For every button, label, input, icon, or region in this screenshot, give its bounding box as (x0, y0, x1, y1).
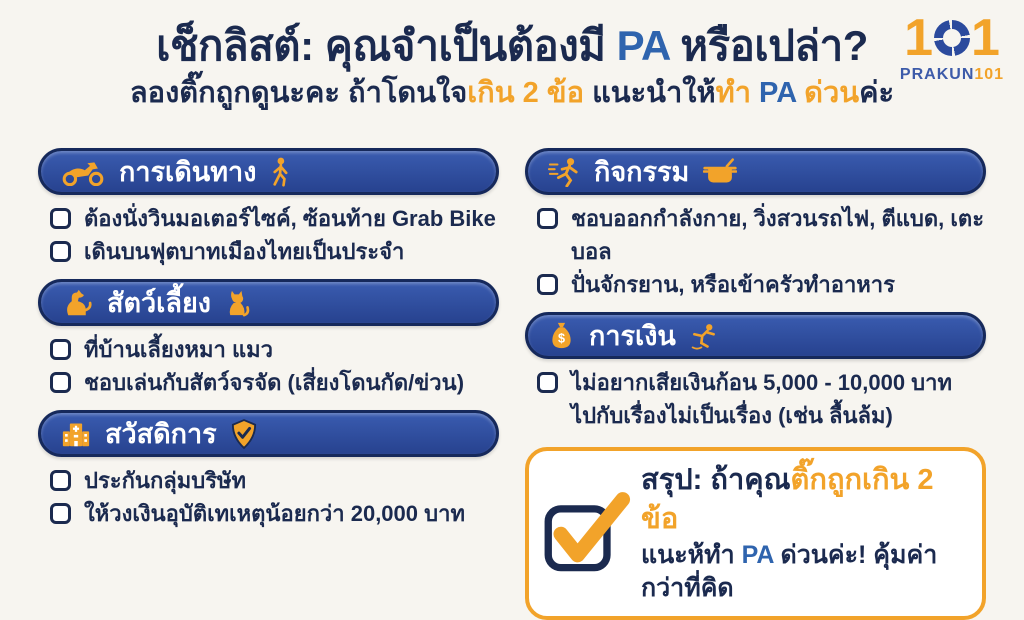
money-bag-icon (548, 321, 575, 350)
walking-person-icon (270, 157, 290, 187)
item-label: ปั่นจักรยาน, หรือเข้าครัวทำอาหาร (571, 272, 895, 297)
section-title: การเดินทาง (119, 157, 257, 187)
checkbox[interactable] (50, 503, 71, 524)
section-title: สวัสดิการ (105, 419, 217, 449)
text-segment: แนะห้ทำ (641, 541, 742, 570)
page-title (0, 0, 1024, 73)
item-label-continuation: ไปกับเรื่องไม่เป็นเรื่อง (เช่น ลื้นล้ม) (571, 403, 893, 428)
checkbox[interactable] (537, 274, 558, 295)
cooking-pot-icon (703, 157, 737, 186)
section-header-pets (38, 279, 499, 326)
text-segment: ทำ (715, 76, 751, 109)
svg-text:$: $ (557, 331, 566, 346)
checkbox[interactable] (537, 208, 558, 229)
text-segment: แนะนำให้ (584, 76, 716, 109)
item-label: ไม่อยากเสียเงินก้อน 5,000 - 10,000 บาท (571, 370, 952, 395)
text-segment: เกิน 2 ข้อ (467, 76, 585, 109)
cat-icon (225, 289, 251, 317)
logo-wordmark-orange: 101 (974, 66, 1005, 83)
item-label: เดินบนฟุตบาทเมืองไทยเป็นประจำ (84, 239, 405, 264)
checklist-item (537, 202, 986, 268)
checklist-item (537, 268, 986, 301)
logo-wordmark-blue: PRAKUN (899, 66, 975, 83)
section-title: สัตว์เลี้ยง (107, 288, 211, 318)
page-subtitle (0, 75, 1024, 113)
running-person-icon (548, 157, 580, 187)
dog-icon (61, 289, 93, 317)
logo-digit-1: 1 (904, 9, 933, 67)
section-header-activity (525, 148, 986, 195)
checkbox[interactable] (50, 339, 71, 360)
slipping-person-icon (690, 322, 718, 350)
text-segment: ด่วน (804, 76, 860, 109)
text-segment: หรือเปล่า? (669, 22, 868, 69)
hospital-icon (61, 420, 91, 448)
pets-items (38, 326, 499, 410)
right-column (525, 148, 986, 620)
checklist-item (50, 235, 499, 268)
text-segment: ลองติ๊กถูกดูนะคะ ถ้าโดนใจ (129, 76, 468, 109)
text-segment: PA (741, 541, 774, 570)
welfare-items (38, 457, 499, 541)
text-segment: เช็กลิสต์: คุณจำเป็นต้องมี (156, 22, 617, 69)
section-title: การเงิน (589, 321, 676, 351)
text-segment: ด่วนค่ะ! คุ้มค่ากว่าที่คิด (641, 541, 938, 602)
checklist-item (50, 202, 499, 235)
left-column (38, 148, 499, 620)
section-header-money (525, 312, 986, 359)
text-segment: PA (616, 22, 670, 69)
summary-text (641, 461, 968, 604)
logo-wordmark (894, 66, 1010, 84)
checkbox[interactable] (50, 241, 71, 262)
item-label: ชอบออกกำลังกาย, วิ่งสวนรถไฟ, ตีแบด, เตะบอล (571, 206, 985, 264)
logo-zero-ring-icon (934, 20, 970, 56)
section-header-travel (38, 148, 499, 195)
text-segment: ติ๊กถูกเกิน 2 ข้อ (641, 464, 934, 536)
checklist-item (50, 497, 499, 530)
motorcycle-icon (61, 158, 105, 186)
shield-check-icon (231, 419, 257, 449)
checklist-item (50, 366, 499, 399)
section-header-welfare (38, 410, 499, 457)
activity-items (525, 195, 986, 312)
logo-number (894, 9, 1010, 67)
checklist-item (537, 366, 986, 399)
item-label: ประกันกลุ่มบริษัท (84, 468, 247, 493)
big-check-icon (543, 492, 629, 574)
summary-box (525, 447, 986, 620)
money-items (525, 359, 986, 443)
section-title: กิจกรรม (594, 157, 690, 187)
checkbox[interactable] (537, 372, 558, 393)
item-label: ต้องนั่งวินมอเตอร์ไซค์, ซ้อนท้าย Grab Bike (84, 206, 496, 231)
text-segment: สรุป: ถ้าคุณ (641, 464, 791, 496)
item-label: ชอบเล่นกับสัตว์จรจัด (เสี่ยงโดนกัด/ข่วน) (84, 370, 465, 395)
checklist-item (50, 464, 499, 497)
checkbox[interactable] (50, 372, 71, 393)
checklist-content (38, 148, 986, 620)
checkbox[interactable] (50, 470, 71, 491)
text-segment: PA (750, 76, 805, 109)
checklist-item (50, 333, 499, 366)
travel-items (38, 195, 499, 279)
prakun101-logo (894, 9, 1010, 84)
item-label: ที่บ้านเลี้ยงหมา แมว (84, 337, 273, 362)
logo-digit-2: 1 (971, 9, 1000, 67)
item-label: ให้วงเงินอุบัติเทเหตุน้อยกว่า 20,000 บาท (84, 501, 465, 526)
text-segment: ค่ะ (859, 76, 895, 109)
checkbox[interactable] (50, 208, 71, 229)
summary-line-1 (641, 461, 968, 539)
